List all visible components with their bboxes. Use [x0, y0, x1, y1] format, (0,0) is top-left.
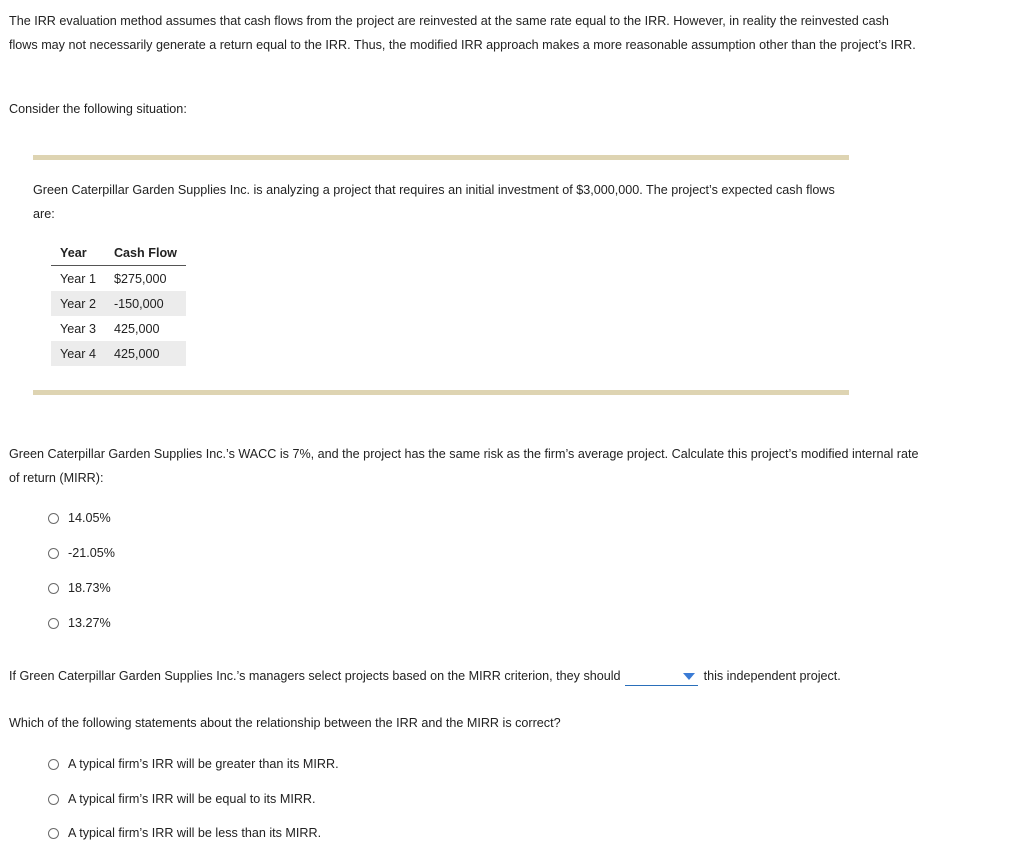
decision-text-after: this independent project. [703, 669, 841, 683]
cash-flow-cell: -150,000 [105, 291, 186, 316]
scenario-bottom-rule [33, 390, 849, 395]
irr-mirr-question: Which of the following statements about the relationship between the IRR and the MIRR is correct? [9, 716, 561, 730]
cash-flow-cell: $275,000 [113, 271, 167, 286]
scenario-text: Green Caterpillar Garden Supplies Inc. is analyzing a project that requires an initial investment of $3,000,000. The project’s expected cash flows are: [33, 183, 835, 221]
cash-flow-cell: 425,000 [105, 341, 186, 366]
chevron-down-icon[interactable] [683, 673, 695, 680]
option-label: 14.05% [68, 511, 111, 525]
mirr-option[interactable] [48, 615, 111, 631]
decision-text-before: If Green Caterpillar Garden Supplies Inc.’s managers select projects based on the MIRR criterion, they should [9, 669, 621, 683]
decision-dropdown[interactable] [625, 667, 698, 686]
radio-button[interactable] [48, 828, 59, 839]
decision-sentence [9, 666, 841, 686]
cash-flow-cell: 425,000 [113, 321, 160, 336]
mirr-option[interactable] [48, 580, 111, 596]
table-header-row [51, 241, 186, 266]
table-row [51, 316, 186, 341]
year-header: Year [51, 241, 105, 266]
consider-text: Consider the following situation: [9, 102, 187, 116]
table-row [51, 341, 186, 366]
table-row [51, 291, 186, 316]
radio-button[interactable] [48, 583, 59, 594]
irr-option[interactable] [48, 791, 316, 807]
option-label: A typical firm’s IRR will be greater than its MIRR. [68, 757, 339, 771]
year-cell: Year 3 [60, 321, 96, 336]
option-label: 18.73% [68, 581, 111, 595]
radio-button[interactable] [48, 794, 59, 805]
option-label: A typical firm’s IRR will be less than its MIRR. [68, 826, 322, 840]
table-row [51, 266, 186, 292]
mirr-option[interactable] [48, 545, 115, 561]
option-label: -21.05% [68, 546, 115, 560]
irr-option[interactable] [48, 825, 321, 841]
radio-button[interactable] [48, 759, 59, 770]
radio-button[interactable] [48, 618, 59, 629]
intro-paragraph: The IRR evaluation method assumes that cash flows from the project are reinvested at the same rate equal to the IRR. However, in reality the reinvested cash flows may not necessarily generate a return equal to the IRR. Thus, the modified IRR approach makes a more reasonable assumption other than the project’s IRR. [9, 14, 916, 52]
cash-flow-header: Cash Flow [105, 241, 186, 266]
year-cell: Year 1 [60, 271, 96, 286]
mirr-question: Green Caterpillar Garden Supplies Inc.’s WACC is 7%, and the project has the same risk as the firm’s average project. Calculate this project’s modified internal rate of return (MIRR): [9, 447, 919, 485]
year-cell: Year 4 [51, 341, 105, 366]
irr-option[interactable] [48, 756, 339, 772]
cash-flow-table [51, 241, 186, 366]
radio-button[interactable] [48, 548, 59, 559]
mirr-option[interactable] [48, 510, 111, 526]
radio-button[interactable] [48, 513, 59, 524]
option-label: A typical firm’s IRR will be equal to its MIRR. [68, 792, 316, 806]
year-cell: Year 2 [51, 291, 105, 316]
option-label: 13.27% [68, 616, 111, 630]
scenario-top-rule [33, 155, 849, 160]
